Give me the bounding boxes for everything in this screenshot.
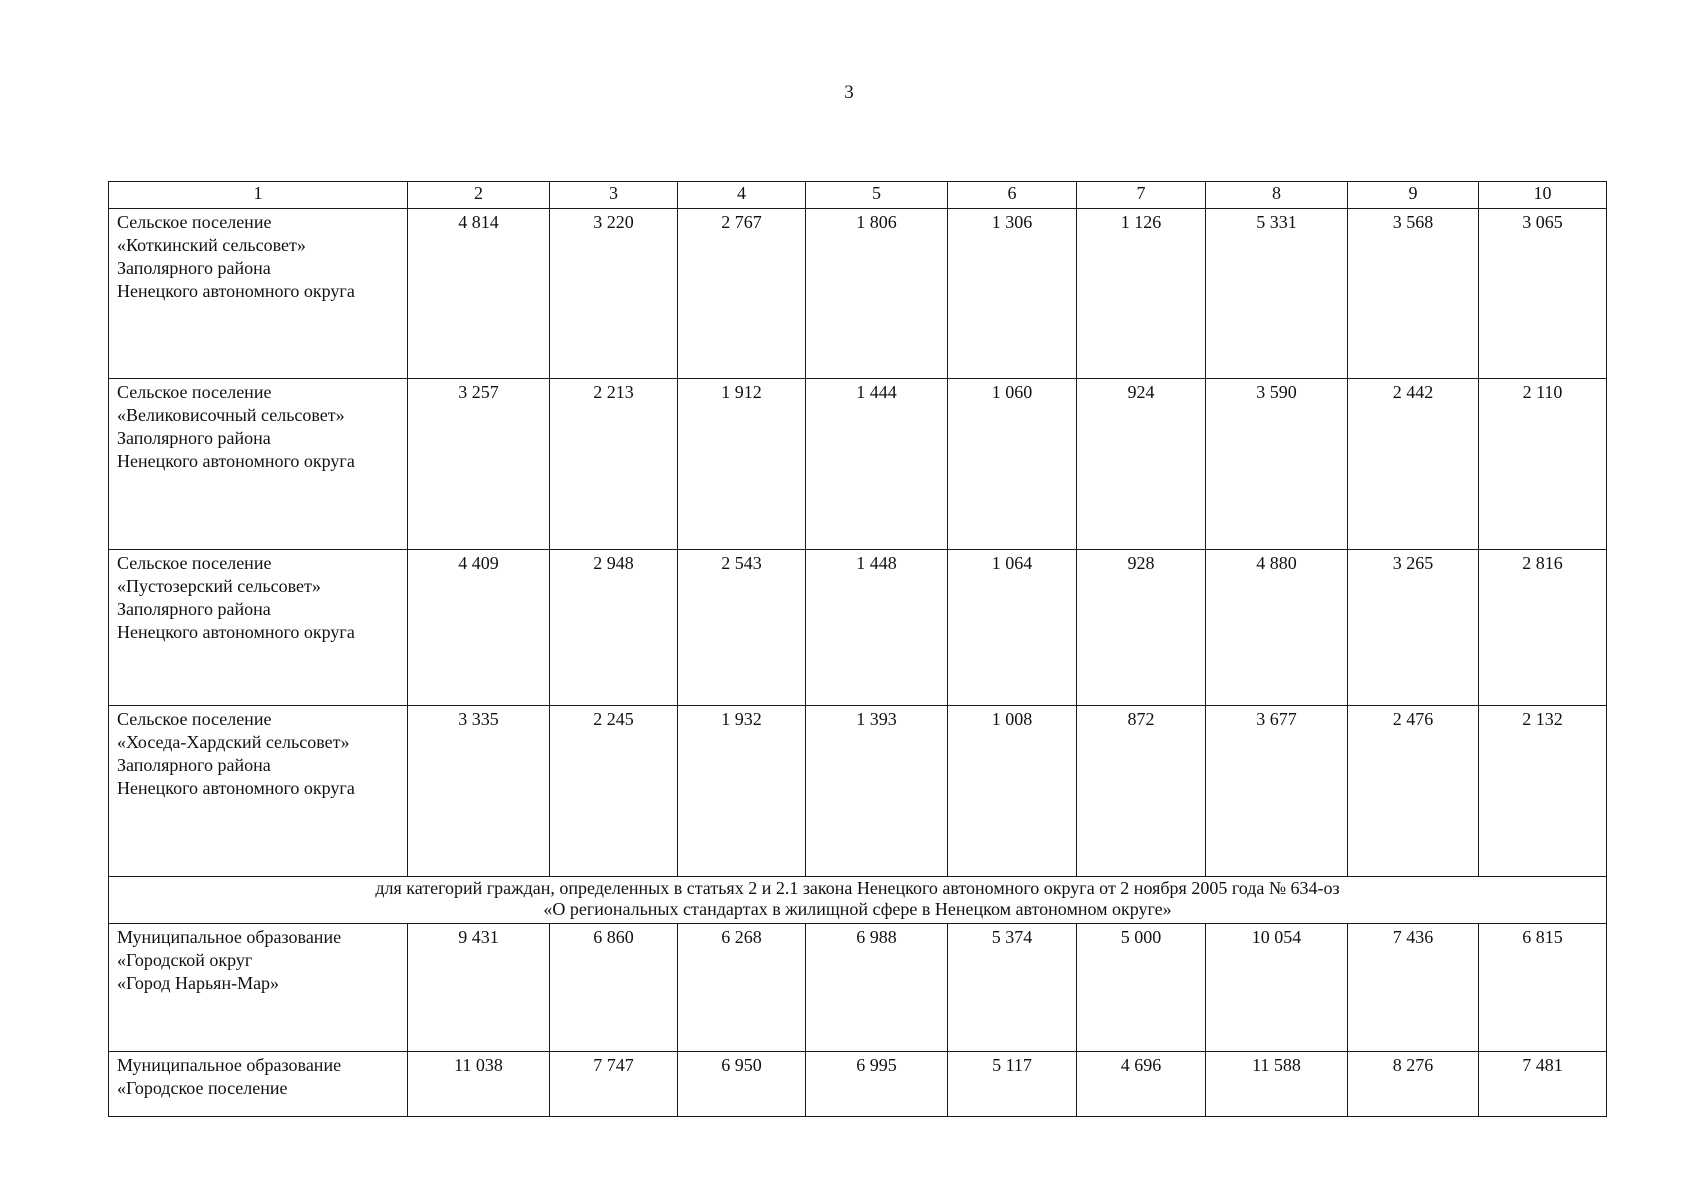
row-name-cell xyxy=(109,1052,408,1117)
column-header: 8 xyxy=(1206,182,1348,209)
value-cell: 2 948 xyxy=(550,550,678,706)
table-row xyxy=(109,924,1607,1052)
value-cell: 1 306 xyxy=(948,209,1077,379)
value-cell: 1 393 xyxy=(806,706,948,877)
value-cell: 1 448 xyxy=(806,550,948,706)
value-cell: 11 038 xyxy=(408,1052,550,1117)
value-cell: 2 245 xyxy=(550,706,678,877)
value-cell: 6 860 xyxy=(550,924,678,1052)
row-name-cell xyxy=(109,379,408,550)
value-cell: 2 442 xyxy=(1348,379,1479,550)
value-cell: 2 213 xyxy=(550,379,678,550)
row-name-cell xyxy=(109,706,408,877)
column-header: 4 xyxy=(678,182,806,209)
value-cell: 1 060 xyxy=(948,379,1077,550)
value-cell: 928 xyxy=(1077,550,1206,706)
table-row xyxy=(109,1052,1607,1117)
value-cell: 3 265 xyxy=(1348,550,1479,706)
value-cell: 11 588 xyxy=(1206,1052,1348,1117)
value-cell: 3 220 xyxy=(550,209,678,379)
value-cell: 8 276 xyxy=(1348,1052,1479,1117)
table-row xyxy=(109,550,1607,706)
section-heading-line: для категорий граждан, определенных в статьях 2 и 2.1 закона Ненецкого автономного округа от 2 ноября 2005 года № 634-оз xyxy=(375,878,1340,898)
value-cell: 1 932 xyxy=(678,706,806,877)
row-name-cell xyxy=(109,550,408,706)
row-name-line: Муниципальное образование xyxy=(117,927,342,947)
value-cell: 1 064 xyxy=(948,550,1077,706)
row-name-cell xyxy=(109,209,408,379)
table-header-row xyxy=(109,182,1607,209)
value-cell: 6 815 xyxy=(1479,924,1607,1052)
value-cell: 9 431 xyxy=(408,924,550,1052)
row-name-line: Сельское поселение xyxy=(117,382,272,402)
value-cell: 1 008 xyxy=(948,706,1077,877)
data-table xyxy=(108,181,1607,1117)
column-header: 5 xyxy=(806,182,948,209)
value-cell: 4 409 xyxy=(408,550,550,706)
value-cell: 5 117 xyxy=(948,1052,1077,1117)
value-cell: 10 054 xyxy=(1206,924,1348,1052)
value-cell: 4 880 xyxy=(1206,550,1348,706)
value-cell: 6 268 xyxy=(678,924,806,1052)
value-cell: 3 677 xyxy=(1206,706,1348,877)
value-cell: 2 110 xyxy=(1479,379,1607,550)
row-name-line: Заполярного района xyxy=(117,258,271,278)
row-name-line: «Городской округ xyxy=(117,950,253,970)
row-name-line: Ненецкого автономного округа xyxy=(117,451,355,471)
row-name-line: Сельское поселение xyxy=(117,212,272,232)
value-cell: 7 436 xyxy=(1348,924,1479,1052)
value-cell: 7 481 xyxy=(1479,1052,1607,1117)
table-row xyxy=(109,379,1607,550)
column-header: 7 xyxy=(1077,182,1206,209)
row-name-line: «Коткинский сельсовет» xyxy=(117,235,306,255)
row-name-line: Ненецкого автономного округа xyxy=(117,622,355,642)
row-name-line: Заполярного района xyxy=(117,599,271,619)
column-header: 2 xyxy=(408,182,550,209)
value-cell: 1 444 xyxy=(806,379,948,550)
value-cell: 4 696 xyxy=(1077,1052,1206,1117)
page-number: 3 xyxy=(844,82,854,103)
value-cell: 2 543 xyxy=(678,550,806,706)
row-name-line: «Город Нарьян-Мар» xyxy=(117,973,280,993)
value-cell: 2 816 xyxy=(1479,550,1607,706)
value-cell: 2 132 xyxy=(1479,706,1607,877)
column-header: 9 xyxy=(1348,182,1479,209)
column-header: 6 xyxy=(948,182,1077,209)
row-name-line: Ненецкого автономного округа xyxy=(117,778,355,798)
row-name-line: Заполярного района xyxy=(117,755,271,775)
row-name-line: «Пустозерский сельсовет» xyxy=(117,576,321,596)
row-name-line: «Городское поселение xyxy=(117,1078,288,1098)
value-cell: 5 331 xyxy=(1206,209,1348,379)
table-row xyxy=(109,209,1607,379)
value-cell: 2 767 xyxy=(678,209,806,379)
value-cell: 924 xyxy=(1077,379,1206,550)
value-cell: 6 995 xyxy=(806,1052,948,1117)
value-cell: 5 000 xyxy=(1077,924,1206,1052)
value-cell: 1 126 xyxy=(1077,209,1206,379)
value-cell: 4 814 xyxy=(408,209,550,379)
row-name-line: «Хоседа-Хардский сельсовет» xyxy=(117,732,350,752)
value-cell: 6 950 xyxy=(678,1052,806,1117)
value-cell: 5 374 xyxy=(948,924,1077,1052)
table-row xyxy=(109,706,1607,877)
value-cell: 7 747 xyxy=(550,1052,678,1117)
row-name-line: «Великовисочный сельсовет» xyxy=(117,405,345,425)
row-name-line: Ненецкого автономного округа xyxy=(117,281,355,301)
section-row xyxy=(109,877,1607,924)
value-cell: 3 257 xyxy=(408,379,550,550)
value-cell: 1 806 xyxy=(806,209,948,379)
section-heading-cell xyxy=(109,877,1607,924)
value-cell: 3 590 xyxy=(1206,379,1348,550)
column-header: 10 xyxy=(1479,182,1607,209)
row-name-line: Муниципальное образование xyxy=(117,1055,342,1075)
value-cell: 2 476 xyxy=(1348,706,1479,877)
value-cell: 872 xyxy=(1077,706,1206,877)
section-heading-line: «О региональных стандартах в жилищной сфере в Ненецком автономном округе» xyxy=(543,899,1172,919)
row-name-line: Заполярного района xyxy=(117,428,271,448)
row-name-cell xyxy=(109,924,408,1052)
row-name-line: Сельское поселение xyxy=(117,709,272,729)
value-cell: 3 065 xyxy=(1479,209,1607,379)
row-name-line: Сельское поселение xyxy=(117,553,272,573)
value-cell: 1 912 xyxy=(678,379,806,550)
column-header: 1 xyxy=(109,182,408,209)
value-cell: 6 988 xyxy=(806,924,948,1052)
value-cell: 3 568 xyxy=(1348,209,1479,379)
column-header: 3 xyxy=(550,182,678,209)
value-cell: 3 335 xyxy=(408,706,550,877)
